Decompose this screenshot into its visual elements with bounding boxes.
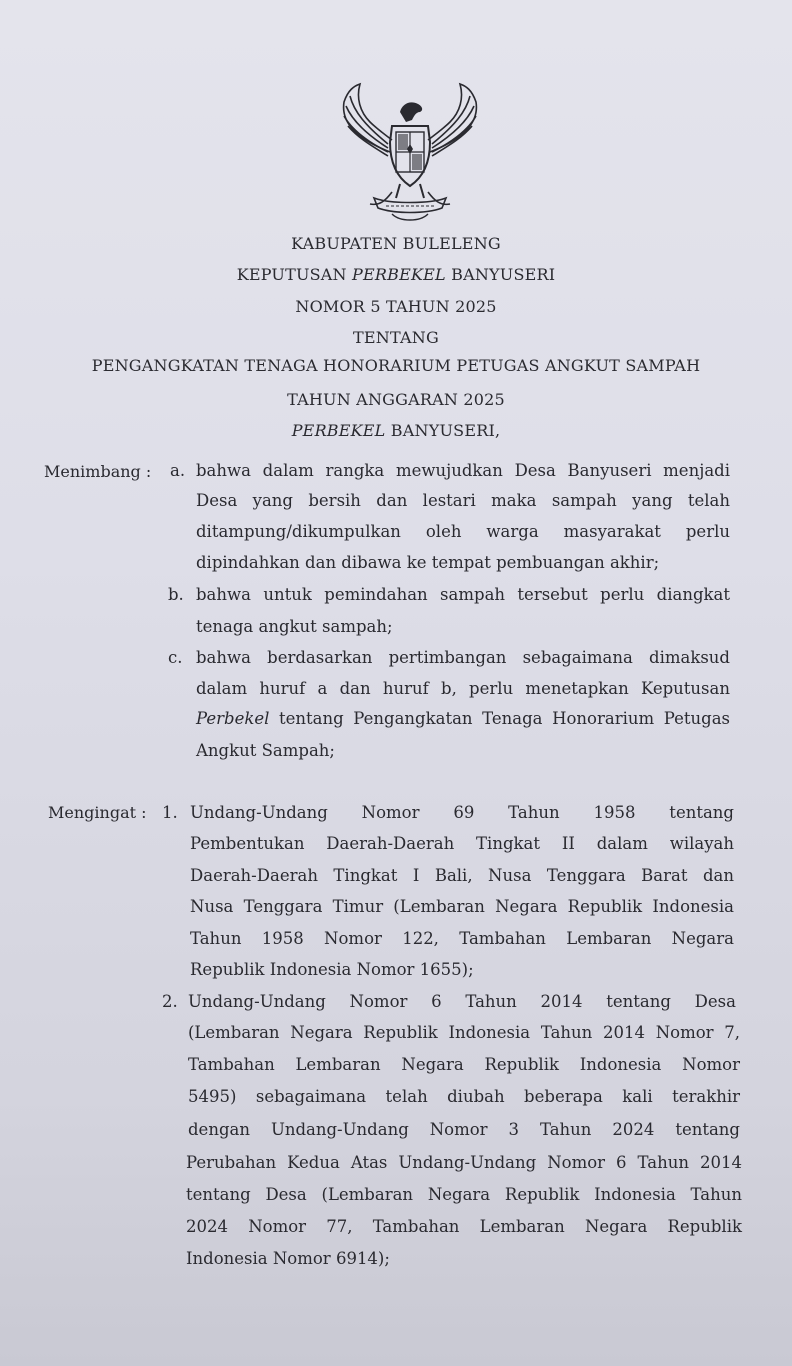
mengingat-2-line: tentang Desa (Lembaran Negara Republik Indonesia Tahun [186, 1185, 742, 1204]
mengingat-2-line: dengan Undang-Undang Nomor 3 Tahun 2024 tentang [188, 1120, 740, 1139]
menimbang-b-line: bahwa untuk pemindahan sampah tersebut perlu diangkat [196, 585, 730, 604]
header-region: KABUPATEN BULELENG [291, 234, 501, 253]
menimbang-a-line: bahwa dalam rangka mewujudkan Desa Banyuseri menjadi [196, 461, 730, 480]
menimbang-c-line: dalam huruf a dan huruf b, perlu menetapkan Keputusan [196, 679, 730, 698]
mengingat-1-line: Undang-Undang Nomor 69 Tahun 1958 tentang [190, 803, 734, 822]
mengingat-1-line: Pembentukan Daerah-Daerah Tingkat II dalam wilayah [190, 834, 734, 853]
decree-title: KEPUTUSAN PERBEKEL BANYUSERI [236, 265, 556, 284]
mengingat-label: Mengingat : [48, 803, 147, 822]
mengingat-2-marker: 2. [162, 992, 178, 1011]
mengingat-1-marker: 1. [162, 803, 178, 822]
menimbang-a-line: dipindahkan dan dibawa ke tempat pembuangan akhir; [196, 553, 660, 572]
decree-number: NOMOR 5 TAHUN 2025 [295, 297, 497, 316]
menimbang-c-line: Angkut Sampah; [196, 741, 335, 760]
mengingat-1-line: Tahun 1958 Nomor 122, Tambahan Lembaran Negara [190, 929, 734, 948]
decree-tentang: TENTANG [353, 328, 439, 347]
mengingat-1-line: Republik Indonesia Nomor 1655); [190, 960, 474, 979]
decree-year: TAHUN ANGGARAN 2025 [287, 390, 505, 409]
menimbang-b-line: tenaga angkut sampah; [196, 617, 393, 636]
mengingat-2-line: Undang-Undang Nomor 6 Tahun 2014 tentang Desa [188, 992, 736, 1011]
garuda-emblem-icon [330, 82, 490, 224]
mengingat-2-line: 5495) sebagaimana telah diubah beberapa kali terakhir [188, 1087, 740, 1106]
menimbang-c-line: bahwa berdasarkan pertimbangan sebagaimana dimaksud [196, 648, 730, 667]
mengingat-2-line: 2024 Nomor 77, Tambahan Lembaran Negara Republik [186, 1217, 742, 1236]
mengingat-1-line: Nusa Tenggara Timur (Lembaran Negara Republik Indonesia [190, 897, 734, 916]
mengingat-2-line: (Lembaran Negara Republik Indonesia Tahun 2014 Nomor 7, [188, 1023, 740, 1042]
menimbang-c-marker: c. [168, 648, 183, 667]
mengingat-2-line: Indonesia Nomor 6914); [186, 1249, 390, 1268]
menimbang-b-marker: b. [168, 585, 184, 604]
mengingat-2-line: Tambahan Lembaran Negara Republik Indonesia Nomor [188, 1055, 740, 1074]
menimbang-a-marker: a. [170, 461, 186, 480]
menimbang-label: Menimbang : [44, 462, 152, 481]
menimbang-c-line: Perbekel tentang Pengangkatan Tenaga Honorarium Petugas [196, 709, 730, 728]
decree-signatory: PERBEKEL BANYUSERI, [291, 421, 501, 440]
mengingat-1-line: Daerah-Daerah Tingkat I Bali, Nusa Tenggara Barat dan [190, 866, 734, 885]
decree-subject: PENGANGKATAN TENAGA HONORARIUM PETUGAS ANGKUT SAMPAH [91, 356, 701, 375]
mengingat-2-line: Perubahan Kedua Atas Undang-Undang Nomor 6 Tahun 2014 [186, 1153, 742, 1172]
menimbang-a-line: Desa yang bersih dan lestari maka sampah yang telah [196, 491, 730, 510]
menimbang-a-line: ditampung/dikumpulkan oleh warga masyarakat perlu [196, 522, 730, 541]
